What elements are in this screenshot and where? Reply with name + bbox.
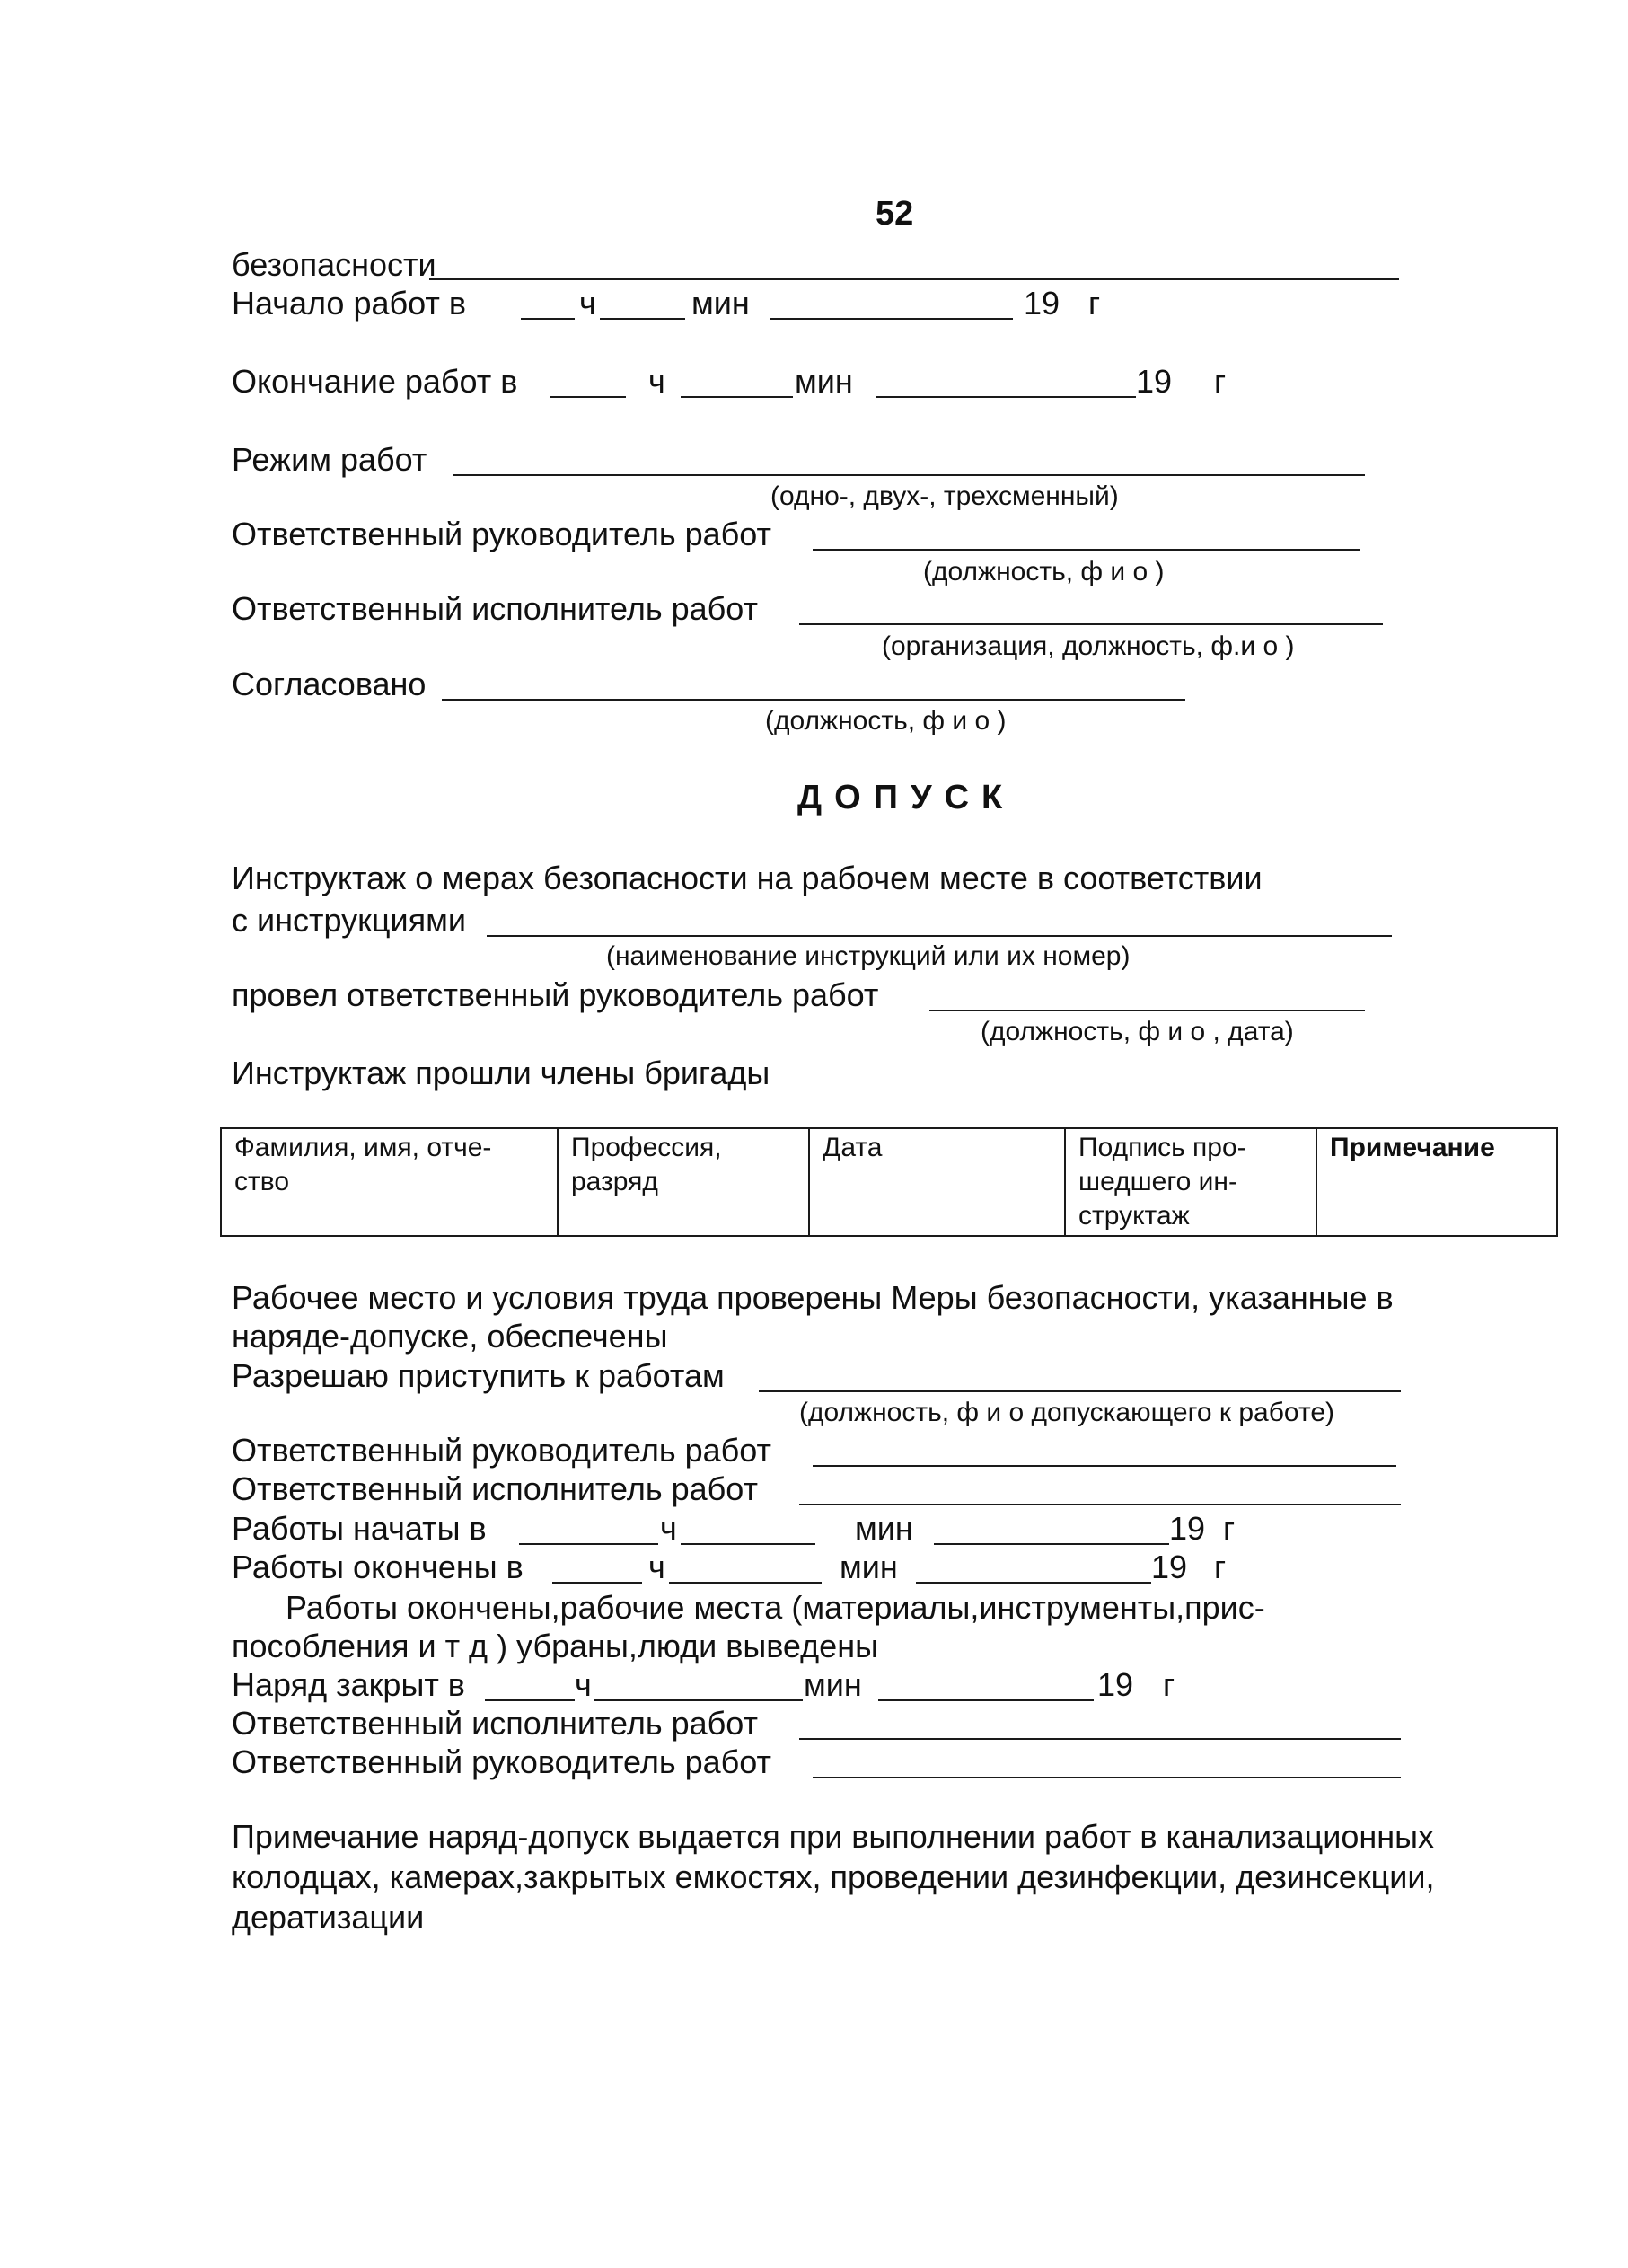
nachalo-min-field[interactable] (600, 318, 685, 320)
razreshayu-caption: (должность, ф и о допускающего к работе) (799, 1398, 1335, 1427)
rukovoditel-caption: (должность, ф и о ) (923, 557, 1165, 587)
note-line2: колодцах, камерах,закрытых емкостях, проведении дезинфекции, дезинсекции, (232, 1858, 1435, 1895)
ispolnitel-field[interactable] (799, 623, 1383, 625)
closing-p1-line1: Рабочее место и условия труда проверены Меры безопасности, указанные в (232, 1279, 1394, 1316)
ispolnitel-caption: (организация, должность, ф.и о ) (882, 631, 1295, 661)
nachaty-hour-field[interactable] (519, 1543, 658, 1545)
nachaty-label: Работы начаты в (232, 1510, 487, 1547)
note-line1: Примечание наряд-допуск выдается при выполнении работ в канализационных (232, 1818, 1435, 1855)
note-line3: дератизации (232, 1899, 425, 1936)
nachaty-year: 19 (1169, 1510, 1206, 1547)
zakryt-date-field[interactable] (878, 1699, 1094, 1701)
instrukcii-field[interactable] (487, 935, 1392, 937)
soglasovano-field[interactable] (442, 699, 1185, 701)
proveli-field[interactable] (929, 1010, 1365, 1011)
table-header-date: Дата (809, 1128, 1065, 1236)
table-header-note: Примечание (1316, 1128, 1557, 1236)
closing-p2-line1: Работы окончены,рабочие места (материалы,инструменты,прис- (286, 1589, 1265, 1626)
okonchanie-label: Окончание работ в (232, 363, 518, 400)
closing-p2-line2: пособления и т д ) убраны,люди выведены (232, 1628, 878, 1664)
bezopasnosti-label: безопасности (232, 246, 436, 283)
okoncheny-date-field[interactable] (916, 1582, 1151, 1584)
nachalo-ch: ч (579, 285, 596, 322)
closing-ispolnitel2-label: Ответственный исполнитель работ (232, 1705, 758, 1742)
zakryt-hour-field[interactable] (485, 1699, 575, 1701)
dopusk-line2: с инструкциями (232, 902, 466, 939)
bezopasnosti-line[interactable] (429, 278, 1399, 280)
nachalo-date-field[interactable] (770, 318, 1013, 320)
soglasovano-caption: (должность, ф и о ) (765, 706, 1007, 736)
table-header-profession: Профессия, разряд (558, 1128, 809, 1236)
dopusk-line3: провел ответственный руководитель работ (232, 976, 879, 1013)
closing-ispolnitel-field[interactable] (799, 1504, 1401, 1505)
nachaty-min-field[interactable] (681, 1543, 815, 1545)
page-number: 52 (876, 195, 914, 233)
table-header-row (221, 1128, 1557, 1236)
soglasovano-label: Согласовано (232, 666, 427, 702)
table-header-fio: Фамилия, имя, отче-ство (221, 1128, 558, 1236)
nachaty-ch: ч (660, 1510, 677, 1547)
brigade-table (220, 1127, 1558, 1237)
okoncheny-label: Работы окончены в (232, 1549, 524, 1585)
okonchanie-year: 19 (1136, 363, 1173, 400)
closing-ispolnitel-label: Ответственный исполнитель работ (232, 1470, 758, 1507)
okoncheny-g: г (1214, 1549, 1227, 1585)
closing-rukovoditel-label: Ответственный руководитель работ (232, 1432, 772, 1469)
closing-rukovoditel2-label: Ответственный руководитель работ (232, 1743, 772, 1780)
instrukcii-caption: (наименование инструкций или их номер) (606, 941, 1131, 971)
zakryt-g: г (1163, 1666, 1175, 1703)
nachalo-hour-field[interactable] (521, 318, 575, 320)
closing-ispolnitel2-field[interactable] (799, 1738, 1401, 1740)
nachaty-g: г (1223, 1510, 1236, 1547)
proveli-caption: (должность, ф и о , дата) (981, 1017, 1294, 1046)
rezhim-caption: (одно-, двух-, трехсменный) (770, 481, 1119, 511)
nachaty-date-field[interactable] (934, 1543, 1169, 1545)
okonchanie-g: г (1214, 363, 1227, 400)
zakryt-ch: ч (575, 1666, 592, 1703)
okonchanie-min: мин (795, 363, 853, 400)
zakryt-min: мин (804, 1666, 862, 1703)
rezhim-field[interactable] (453, 474, 1365, 476)
okonchanie-date-field[interactable] (876, 396, 1136, 398)
nachalo-min: мин (691, 285, 750, 322)
okoncheny-hour-field[interactable] (552, 1582, 642, 1584)
okonchanie-min-field[interactable] (681, 396, 793, 398)
closing-rukovoditel-field[interactable] (813, 1465, 1396, 1467)
razreshayu-field[interactable] (759, 1390, 1401, 1392)
zakryt-year: 19 (1097, 1666, 1134, 1703)
dopusk-line4: Инструктаж прошли члены бригады (232, 1055, 770, 1091)
nachalo-year: 19 (1024, 285, 1060, 322)
rezhim-label: Режим работ (232, 441, 427, 478)
closing-p1-line2: наряде-допуске, обеспечены (232, 1318, 668, 1355)
okonchanie-ch: ч (648, 363, 665, 400)
dopusk-line1: Инструктаж о мерах безопасности на рабочем месте в соответствии (232, 860, 1263, 896)
razreshayu-label: Разрешаю приступить к работам (232, 1357, 725, 1394)
nachaty-min: мин (855, 1510, 913, 1547)
nachalo-g: г (1088, 285, 1101, 322)
okonchanie-hour-field[interactable] (550, 396, 626, 398)
okoncheny-min-field[interactable] (669, 1582, 822, 1584)
table-header-signature: Подпись про-шедшего ин-структаж (1065, 1128, 1316, 1236)
okoncheny-year: 19 (1151, 1549, 1188, 1585)
rukovoditel-field[interactable] (813, 549, 1360, 551)
okoncheny-min: мин (840, 1549, 898, 1585)
nachalo-label: Начало работ в (232, 285, 466, 322)
ispolnitel-label: Ответственный исполнитель работ (232, 590, 758, 627)
rukovoditel-label: Ответственный руководитель работ (232, 516, 772, 552)
zakryt-label: Наряд закрыт в (232, 1666, 465, 1703)
dopusk-title: ДОПУСК (797, 779, 1016, 816)
zakryt-min-field[interactable] (594, 1699, 803, 1701)
closing-rukovoditel2-field[interactable] (813, 1777, 1401, 1778)
okoncheny-ch: ч (648, 1549, 665, 1585)
